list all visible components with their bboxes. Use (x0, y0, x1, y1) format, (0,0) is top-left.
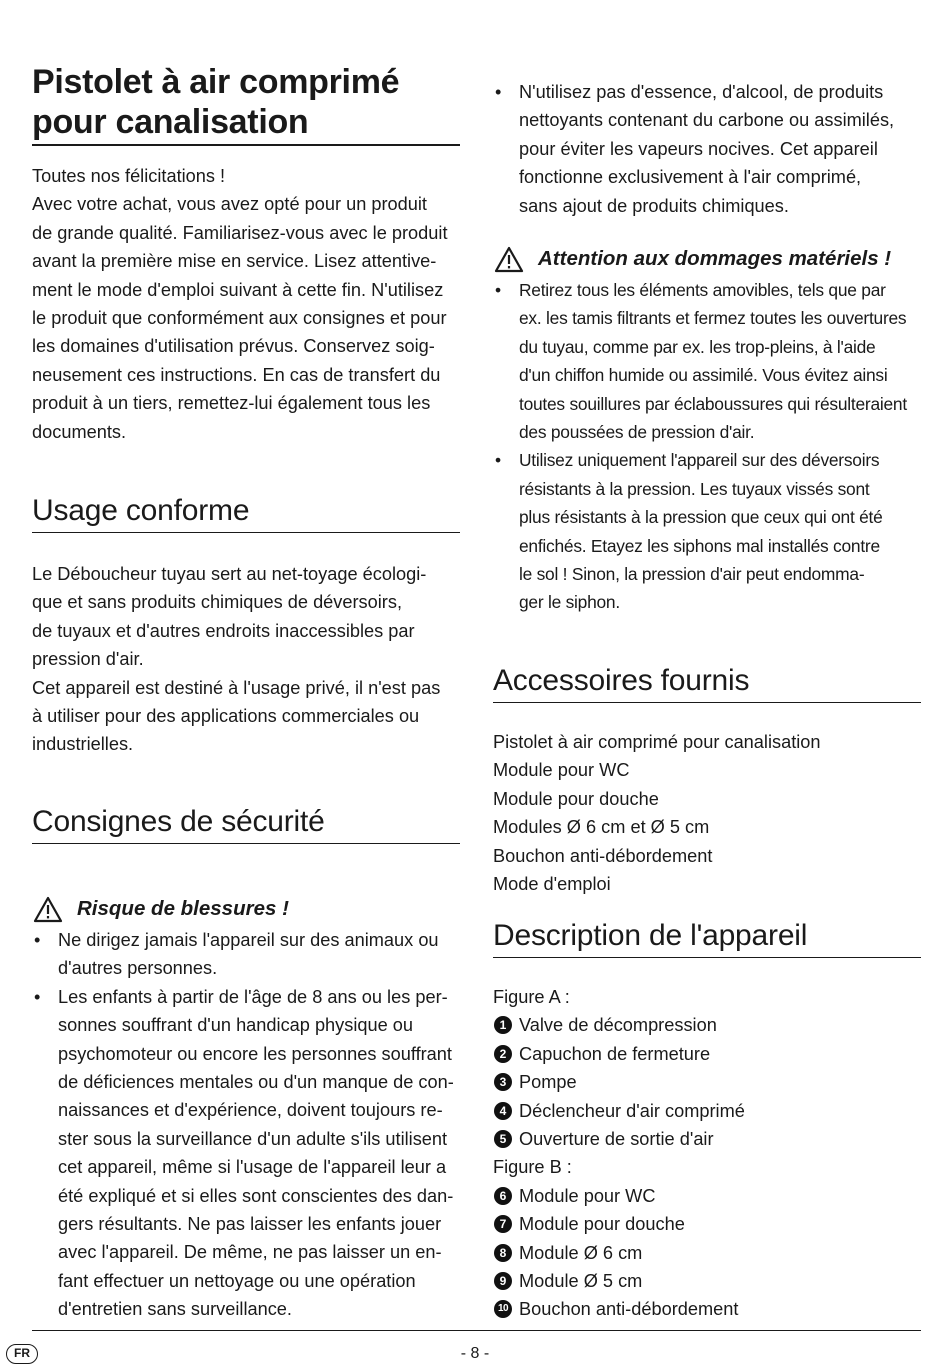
bullet-line: ster sous la surveillance d'un adulte s'ils utilisent (58, 1128, 448, 1149)
warning-triangle-icon (494, 246, 524, 273)
list-item (493, 1097, 921, 1125)
intro-line: neusement ces instructions. En cas de transfert du (32, 364, 441, 385)
bullet-line: gers résultants. Ne pas laisser les enfants jouer (58, 1214, 442, 1235)
number-badge-icon: 7 (494, 1215, 512, 1233)
footer-divider (32, 1330, 921, 1331)
figure-a-label: Figure A : (493, 987, 570, 1007)
section-heading-accessories: Accessoires fournis (493, 662, 921, 703)
injury-bullet-list-continued (493, 78, 921, 220)
bullet-line: pour éviter les vapeurs nocives. Cet appareil (519, 138, 878, 159)
number-badge-icon: 8 (494, 1244, 512, 1262)
bullet-line: fant effectuer un nettoyage ou une opération (58, 1270, 416, 1291)
list-item (493, 1295, 921, 1323)
list-item (32, 983, 460, 1324)
list-item (493, 78, 921, 220)
intro-line: Avec votre achat, vous avez opté pour un produit (32, 194, 427, 215)
part-label: Bouchon anti-débordement (519, 1299, 739, 1320)
usage-line: industrielles. (32, 734, 134, 755)
injury-bullet-list (32, 926, 460, 1324)
bullet-line: toutes souillures par éclaboussures qui résulteraient (519, 393, 907, 414)
bullet-line: résistants à la pression. Les tuyaux vissés sont (519, 478, 870, 499)
part-label: Déclencheur d'air comprimé (519, 1100, 745, 1121)
bullet-icon: • (495, 450, 501, 471)
number-badge-icon: 9 (494, 1272, 512, 1290)
part-label: Module pour douche (519, 1214, 685, 1235)
list-item (493, 276, 921, 446)
intro-line: les domaines d'utilisation prévus. Conservez soig- (32, 336, 435, 357)
language-badge: FR (6, 1344, 38, 1364)
part-label: Valve de décompression (519, 1015, 717, 1036)
bullet-line: Utilisez uniquement l'appareil sur des déversoirs (519, 450, 880, 471)
part-label: Module Ø 6 cm (519, 1242, 643, 1263)
page-title-line: pour canalisation (32, 103, 309, 141)
number-badge-icon: 2 (494, 1045, 512, 1063)
bullet-line: Les enfants à partir de l'âge de 8 ans ou les per- (58, 986, 448, 1007)
warning-triangle-icon (33, 896, 63, 923)
warning-damage-text: Attention aux dommages matériels ! (538, 247, 892, 270)
bullet-icon: • (34, 930, 41, 950)
list-item (32, 926, 460, 983)
part-label: Pompe (519, 1072, 577, 1093)
bullet-line: ger le siphon. (519, 592, 620, 613)
usage-line: à utiliser pour des applications commerciales ou (32, 706, 420, 727)
bullet-line: fonctionne exclusivement à l'air comprimé, (519, 167, 862, 188)
accessories-list (493, 728, 921, 898)
list-item (493, 1125, 921, 1153)
list-item (493, 1040, 921, 1068)
list-item (493, 1267, 921, 1295)
number-badge-icon: 6 (494, 1187, 512, 1205)
bullet-line: plus résistants à la pression que ceux qui ont été (519, 507, 883, 528)
usage-line: de tuyaux et d'autres endroits inaccessibles par (32, 620, 415, 641)
bullet-line: de déficiences mentales ou d'un manque de con- (58, 1072, 454, 1093)
bullet-line: ex. les tamis filtrants et fermez toutes les ouvertures (519, 308, 907, 329)
number-badge-icon: 5 (494, 1130, 512, 1148)
usage-line: pression d'air. (32, 649, 144, 670)
intro-line: avant la première mise en service. Lisez attentive- (32, 251, 437, 272)
list-item: Pistolet à air comprimé pour canalisation (493, 732, 821, 752)
intro-line: Toutes nos félicitations ! (32, 166, 226, 186)
bullet-icon: • (495, 280, 501, 300)
number-badge-icon: 3 (494, 1073, 512, 1091)
list-item: Module pour WC (493, 760, 630, 781)
figure-b-label: Figure B : (493, 1157, 572, 1178)
warning-damage (493, 244, 921, 274)
bullet-line: Retirez tous les éléments amovibles, tels que par (519, 280, 886, 300)
list-item: Module pour douche (493, 788, 659, 809)
warning-injury (32, 894, 460, 924)
bullet-line: avec l'appareil. De même, ne pas laisser un en- (58, 1242, 442, 1263)
list-item (493, 446, 921, 616)
page-title (32, 62, 460, 146)
bullet-line: Ne dirigez jamais l'appareil sur des animaux ou (58, 930, 439, 950)
bullet-line: N'utilisez pas d'essence, d'alcool, de produits (519, 82, 884, 102)
section-heading-usage: Usage conforme (32, 492, 460, 533)
bullet-line: d'un chiffon humide ou assimilé. Vous évitez ainsi (519, 365, 888, 386)
usage-paragraph (32, 560, 460, 759)
list-item: Mode d'emploi (493, 874, 611, 895)
page-title-line: Pistolet à air comprimé (32, 63, 400, 101)
bullet-line: d'entretien sans surveillance. (58, 1299, 292, 1320)
part-label: Ouverture de sortie d'air (519, 1128, 714, 1149)
bullet-line: sans ajout de produits chimiques. (519, 195, 789, 216)
part-label: Module Ø 5 cm (519, 1270, 643, 1291)
intro-line: produit à un tiers, remettez-lui également tous les (32, 393, 431, 414)
intro-line: le produit que conformément aux consignes et pour (32, 308, 447, 329)
number-badge-icon: 10 (494, 1300, 512, 1318)
bullet-line: du tuyau, comme par ex. les trop-pleins, à l'aide (519, 336, 876, 357)
bullet-line: des poussées de pression d'air. (519, 422, 755, 443)
list-item (493, 1011, 921, 1039)
list-item (493, 1239, 921, 1267)
part-label: Module pour WC (519, 1185, 656, 1206)
usage-line: Cet appareil est destiné à l'usage privé, il n'est pas (32, 677, 441, 698)
bullet-line: psychomoteur ou encore les personnes souffrant (58, 1043, 452, 1064)
bullet-line: naissances et d'expérience, doivent toujours re- (58, 1100, 443, 1121)
page-number: - 8 - (460, 1345, 490, 1362)
number-badge-icon: 1 (494, 1016, 512, 1034)
list-item: Bouchon anti-débordement (493, 845, 713, 866)
bullet-line: enfichés. Etayez les siphons mal installés contre (519, 535, 880, 556)
bullet-icon: • (495, 82, 502, 102)
list-item (493, 1182, 921, 1210)
bullet-icon: • (34, 986, 41, 1007)
bullet-line: sonnes souffrant d'un handicap physique ou (58, 1015, 414, 1036)
bullet-line: d'autres personnes. (58, 958, 218, 979)
parts-list (493, 983, 921, 1324)
number-badge-icon: 4 (494, 1102, 512, 1120)
bullet-line: le sol ! Sinon, la pression d'air peut endomma- (519, 564, 865, 585)
intro-line: ment le mode d'emploi suivant à cette fin. N'utilisez (32, 279, 444, 300)
bullet-line: nettoyants contenant du carbone ou assimilés, (519, 110, 895, 131)
usage-line: que et sans produits chimiques de déversoirs, (32, 592, 403, 613)
warning-injury-text: Risque de blessures ! (77, 897, 289, 920)
damage-bullet-list (493, 276, 921, 617)
list-item (493, 1068, 921, 1096)
list-item (493, 1210, 921, 1238)
part-label: Capuchon de fermeture (519, 1043, 711, 1064)
intro-paragraph (32, 162, 460, 446)
usage-line: Le Déboucheur tuyau sert au net-toyage écologi- (32, 564, 427, 584)
bullet-line: cet appareil, même si l'usage de l'appareil leur a (58, 1157, 447, 1178)
intro-line: de grande qualité. Familiarisez-vous avec le produit (32, 222, 448, 243)
intro-line: documents. (32, 421, 127, 442)
bullet-line: été expliqué et si elles sont conscientes des dan- (58, 1185, 454, 1206)
list-item: Modules Ø 6 cm et Ø 5 cm (493, 817, 710, 838)
section-heading-description: Description de l'appareil (493, 917, 921, 958)
section-heading-safety: Consignes de sécurité (32, 803, 460, 844)
